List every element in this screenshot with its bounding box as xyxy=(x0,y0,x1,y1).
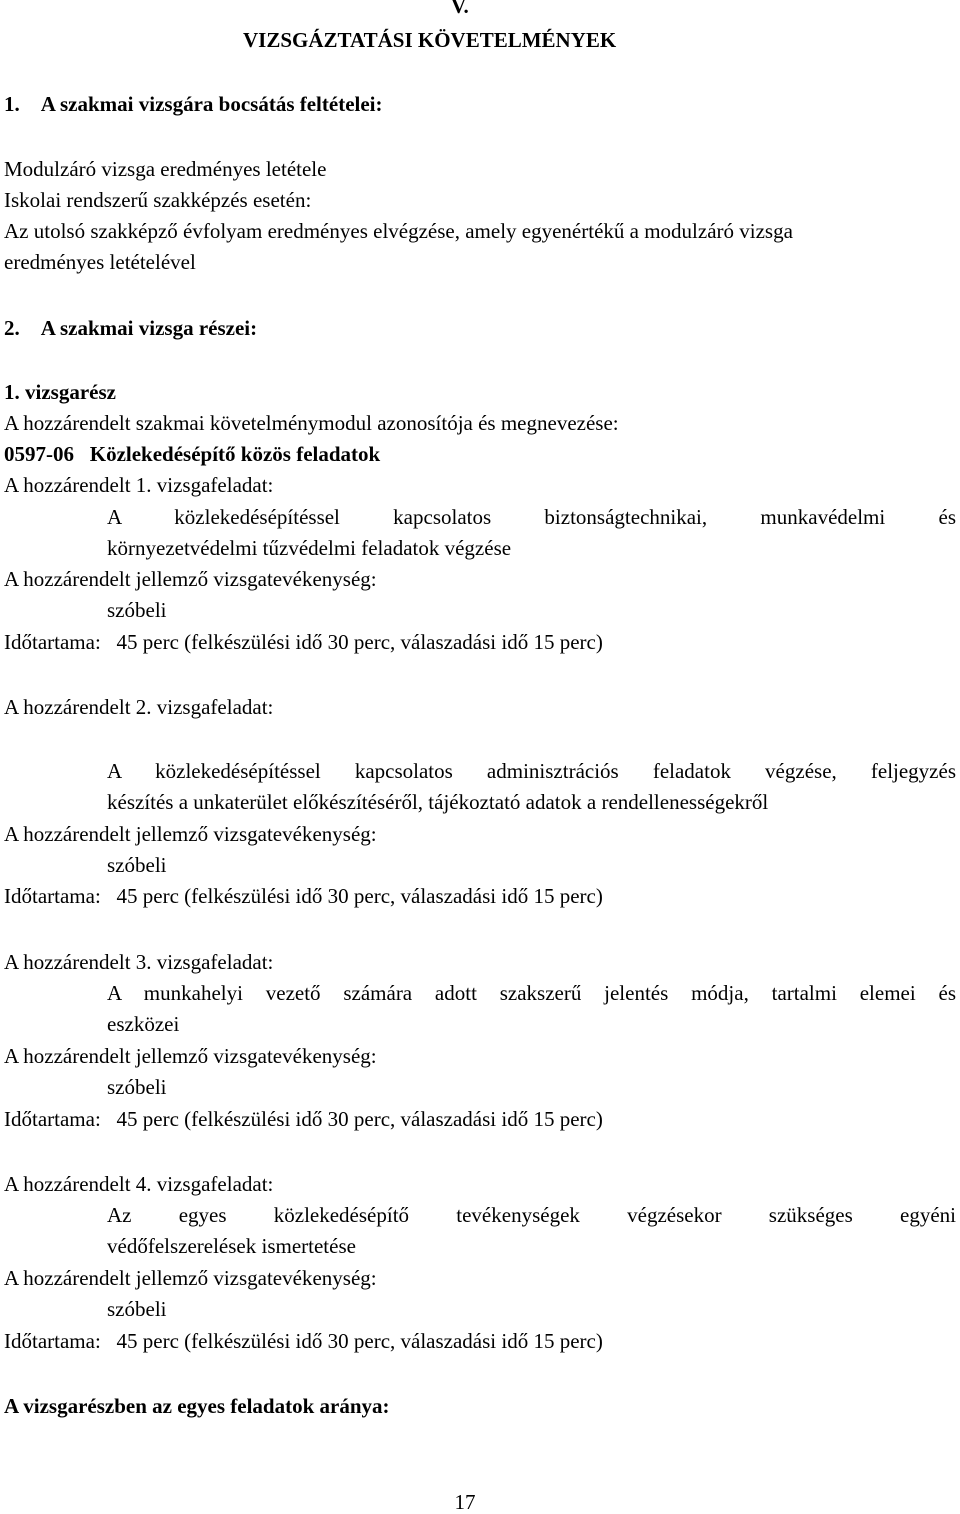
section-2-heading: 2. A szakmai vizsga részei: xyxy=(4,316,258,340)
task-4-duration: Időtartama: 45 perc (felkészülési idő 30 perc, válaszadási idő 15 perc) xyxy=(4,1329,603,1353)
task-3-description-line-1: A munkahelyi vezető számára adott szakszerű jelentés módja, tartalmi elemei és xyxy=(107,981,956,1005)
task-2-description-line-2: készítés a unkaterület előkészítéséről, tájékoztató adatok a rendellenességekről xyxy=(107,790,769,814)
footer-heading: A vizsgarészben az egyes feladatok aránya: xyxy=(4,1394,390,1418)
task-1-description-line-2: környezetvédelmi tűzvédelmi feladatok végzése xyxy=(107,536,512,560)
task-3-duration: Időtartama: 45 perc (felkészülési idő 30 perc, válaszadási idő 15 perc) xyxy=(4,1107,603,1131)
task-1-activity-label: A hozzárendelt jellemző vizsgatevékenység: xyxy=(4,567,377,591)
task-2-activity-label: A hozzárendelt jellemző vizsgatevékenység: xyxy=(4,822,377,846)
task-2-duration: Időtartama: 45 perc (felkészülési idő 30 perc, válaszadási idő 15 perc) xyxy=(4,884,603,908)
section-1-line-3: Az utolsó szakképző évfolyam eredményes elvégzése, amely egyenértékű a modulzáró vizsga xyxy=(4,219,793,243)
task-1-activity: szóbeli xyxy=(107,598,167,622)
part-title: 1. vizsgarész xyxy=(4,380,116,404)
task-3-label: A hozzárendelt 3. vizsgafeladat: xyxy=(4,950,274,974)
task-2-label: A hozzárendelt 2. vizsgafeladat: xyxy=(4,695,274,719)
task-1-label: A hozzárendelt 1. vizsgafeladat: xyxy=(4,473,274,497)
task-4-activity: szóbeli xyxy=(107,1297,167,1321)
task-4-description-line-2: védőfelszerelések ismertetése xyxy=(107,1234,356,1258)
task-4-label: A hozzárendelt 4. vizsgafeladat: xyxy=(4,1172,274,1196)
task-4-activity-label: A hozzárendelt jellemző vizsgatevékenység: xyxy=(4,1266,377,1290)
task-2-activity: szóbeli xyxy=(107,853,167,877)
module-code: 0597-06 Közlekedésépítő közös feladatok xyxy=(4,442,381,466)
task-3-activity-label: A hozzárendelt jellemző vizsgatevékenység: xyxy=(4,1044,377,1068)
page-number: 17 xyxy=(454,1490,476,1514)
chapter-number: V. xyxy=(451,0,469,18)
task-1-description-line-1: A közlekedésépítéssel kapcsolatos biztonságtechnikai, munkavédelmi és xyxy=(107,505,956,529)
section-1-line-2: Iskolai rendszerű szakképzés esetén: xyxy=(4,188,312,212)
module-label: A hozzárendelt szakmai követelménymodul azonosítója és megnevezése: xyxy=(4,411,619,435)
task-1-duration: Időtartama: 45 perc (felkészülési idő 30 perc, válaszadási idő 15 perc) xyxy=(4,630,603,654)
task-4-description-line-1: Az egyes közlekedésépítő tevékenységek végzésekor szükséges egyéni xyxy=(107,1203,956,1227)
section-1-heading: 1. A szakmai vizsgára bocsátás feltételei: xyxy=(4,92,383,116)
section-1-line-1: Modulzáró vizsga eredményes letétele xyxy=(4,157,327,181)
chapter-title: VIZSGÁZTATÁSI KÖVETELMÉNYEK xyxy=(243,28,617,52)
task-2-description-line-1: A közlekedésépítéssel kapcsolatos adminisztrációs feladatok végzése, feljegyzés xyxy=(107,759,956,783)
task-3-description-line-2: eszközei xyxy=(107,1012,180,1036)
section-1-line-4: eredményes letételével xyxy=(4,250,196,274)
task-3-activity: szóbeli xyxy=(107,1075,167,1099)
